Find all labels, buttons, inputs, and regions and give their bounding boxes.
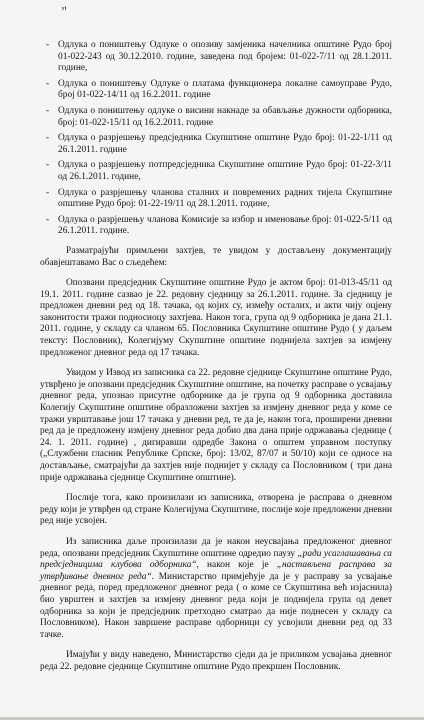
list-item: - Одлука о разрјешењу чланова Комисије за избор и именовање број: 01-022-5/11 од 26.1.2011. године. <box>40 215 392 238</box>
list-item: - Одлука о поништењу Одлуке о опозиву замјеника начелника општине Рудо број 01-022-243 од 30.12.2010. године, заведена под бројем: 01-022-7/11 од 28.1.2011. године, <box>40 40 392 75</box>
list-item: - Одлука о разрјешењу предсједника Скупштине општине Рудо број: 01-22-1/11 од 26.1.2011. године <box>40 133 392 156</box>
paragraph-considering: Разматрајући примљени захтјев, те увидом у достављену документацију обавјештавамо Вас о сљедећем: <box>40 245 392 268</box>
paragraph-2: Увидом у Извод из записника са 22. редовне сједнице Скупштине општине Рудо, утврђено је опозвани предсједник Скупштине општине, на почетку расправе о усвајању дневног реда, упознао присутне одборнике да је група од 9 одборника доставила Колегију Скупштине општине образложени захтјев за измјену дневног реда у коме се тражи уврштавање још 17 тачака у дневни ред, те да је, након тога, проширени дневни ред да је предложену измјену дневног реда добио два дана прије одржавања сједнице ( 24. 1. 2011. године) , дигиравши одредбе Закона о општем управном поступку („Службени гласник Републике Српске, број: 13/02, 87/07 и 50/10) који се односе на достављање, сматрајући да захтјев није поднијет у складу са Пословником ( три дана прије одржавања сједнице Скупштине општине). <box>40 368 392 483</box>
paragraph-3: Послије тога, како произилази из записника, отворена је расправа о дневном реду који је утврђен од стране Колегијума Скупштине, послије које предложени дневни ред није усвојен. <box>40 493 392 527</box>
decision-list <box>40 40 392 238</box>
paragraph-1: Опозвани предсједник Скупштине општине Рудо је актом број: 01-013-45/11 од 19.1. 2011. године сазвао је 22. редовну сједницу за 26.1.2011. године. За сједницу је предложен дневни ред од 18. тачака, од којих су, између осталих, и акти чију оцјену законитости тражи подносиоцу захтјева. Након тога, група од 9 одборника је дана 21.1. 2011. године, у складу са чланом 65. Пословника Скупштине општине Рудо ( у даљем тексту: Пословник), Колегијуму Скупштине општине поднијела захтјев за измјену предложеног дневног реда од 17 тачака. <box>40 278 392 358</box>
header-mark: " <box>60 4 69 21</box>
paragraph-4-text-c: . Министарство примјећује да је у расправу за усвајање дневног реда, поред предложеног дневног реда ( о коме се Скупштина већ изјаснила) био уврштен и захтјев за измјену дневног реда који је поднијела група од девет одборника за који је предсједник претходно сматрао да није поднесен у складу са Пословником). Након завршене расправе одборници су усвојили дневни ред од 33 тачке. <box>40 571 392 640</box>
paragraph-4-quote: „ради усаглашавања са предсједницима клубова одборника“ <box>40 548 392 571</box>
paragraph-4 <box>40 537 392 641</box>
paragraph-4-text-b: , након које је <box>196 560 277 571</box>
list-item: - Одлука о поништењу одлуке о висини накнаде за обављање дужности одборника, број: 01-022-15/11 од 16.2.2011. године <box>40 106 392 129</box>
document-body <box>40 40 392 683</box>
paragraph-5: Имајући у виду наведено, Министарство сједи да је приликом усвајања дневног реда 22. редовне сједнице Скупштине општине Рудо прекршен Пословник. <box>40 650 392 672</box>
list-item: - Одлука о разрјешењу чланова сталних и повремених радних тијела Скупштине општине Рудо број: 01-22-19/11 од 28.1.2011. године, <box>40 188 392 211</box>
list-item: - Одлука о разрјешењу потпредсједника Скупштине општине Рудо број: 01-22-3/11 од 26.1.2011. године, <box>40 160 392 183</box>
paragraph-4-quote2: „настављена расправа за утврђивање дневног реда“ <box>40 560 392 582</box>
paragraph-4-text-a: Из записника даље произилази да је након неусвајања предложеног дневног реда, опозвани предсједник Скупштине општине одредио паузу <box>40 536 392 559</box>
list-item: - Одлука о поништењу Одлуке о платама функционера локалне самоуправе Рудо, број 01-022-14/11 од 16.2.2011. године <box>40 79 392 102</box>
